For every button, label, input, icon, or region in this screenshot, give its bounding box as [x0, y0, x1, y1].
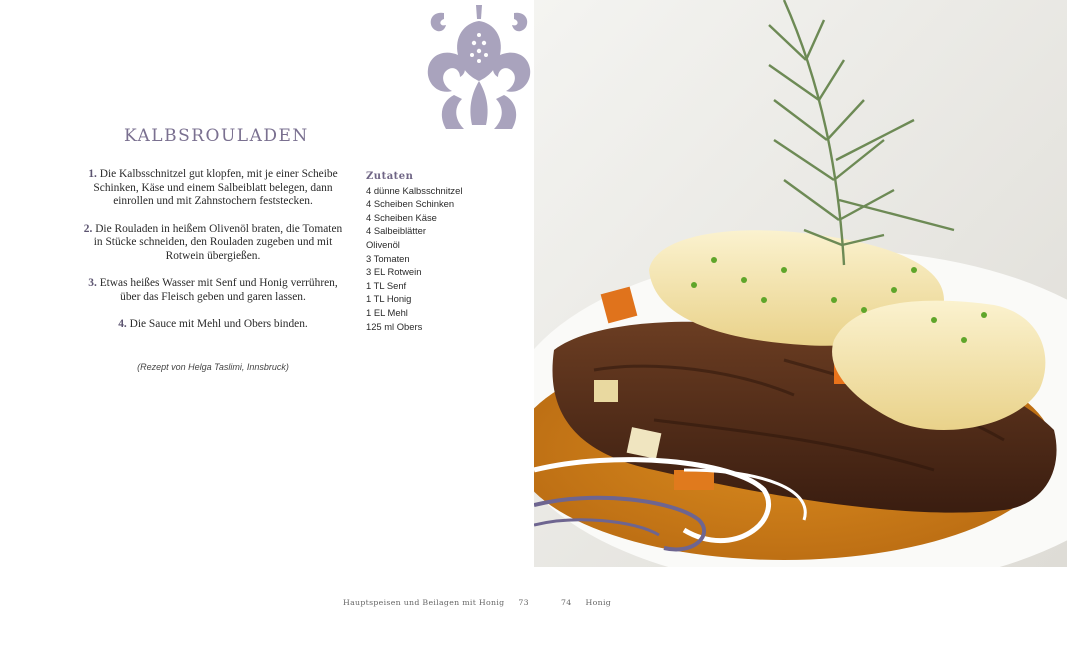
footer-left — [343, 598, 529, 607]
ingredient-item: 1 TL Senf — [366, 279, 407, 291]
recipe-credit: (Rezept von Helga Taslimi, Innsbruck) — [137, 362, 289, 372]
ingredient-item: Olivenöl — [366, 238, 400, 250]
step-4 — [82, 318, 344, 332]
step-text: Die Kalbsschnitzel gut klopfen, mit je einer Scheibe Schinken, Käse und einem Salbeiblatt belegen, dann einrollen und mit Zahnstochern feststecken. — [93, 168, 338, 208]
step-number: 2. — [83, 222, 93, 235]
ingredient-item: 1 EL Mehl — [366, 306, 408, 318]
step-text: Die Sauce mit Mehl und Obers binden. — [129, 318, 308, 331]
page-number: 74 — [561, 598, 572, 607]
ingredients-box — [366, 170, 526, 333]
ingredient-item: 3 EL Rotwein — [366, 266, 422, 278]
ingredient-item: 4 Salbeiblätter — [366, 225, 426, 237]
preparation-steps — [82, 168, 344, 345]
ingredients-title: Zutaten — [366, 171, 414, 182]
footer-section-title: Honig — [585, 598, 612, 607]
damask-ornament-icon — [424, 3, 534, 133]
ingredient-item: 4 Scheiben Schinken — [366, 198, 455, 210]
footer-right — [561, 598, 611, 607]
step-number: 4. — [118, 318, 127, 331]
step-number: 3. — [88, 277, 97, 290]
ingredients-list — [366, 184, 526, 334]
step-text: Etwas heißes Wasser mit Senf und Honig verrühren, über das Fleisch geben und garen lassen. — [99, 277, 338, 303]
step-text: Die Rouladen in heißem Olivenöl braten, die Tomaten in Stücke schneiden, den Rouladen zugeben und mit Rotwein übergießen. — [93, 222, 343, 263]
step-1 — [82, 168, 344, 209]
page-number: 73 — [518, 598, 529, 607]
step-2 — [82, 223, 344, 264]
dish-photo — [534, 0, 1067, 567]
ingredient-item: 3 Tomaten — [366, 252, 410, 264]
recipe-title: KALBSROULADEN — [124, 126, 309, 146]
step-3 — [82, 277, 344, 304]
ingredient-item: 125 ml Obers — [366, 320, 423, 332]
ingredient-item: 1 TL Honig — [366, 293, 412, 305]
ingredient-item: 4 dünne Kalbsschnitzel — [366, 184, 463, 196]
ingredient-item: 4 Scheiben Käse — [366, 211, 437, 223]
footer-section-title: Hauptspeisen und Beilagen mit Honig — [343, 598, 505, 607]
step-number: 1. — [88, 168, 97, 180]
